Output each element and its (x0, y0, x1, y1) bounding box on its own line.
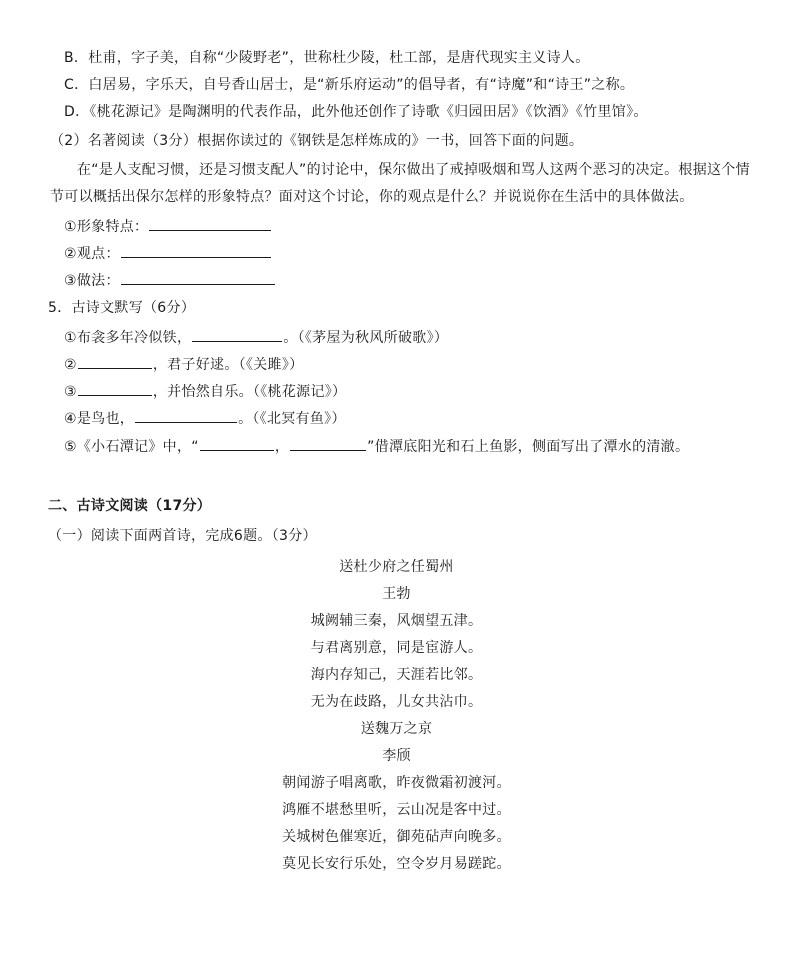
poem-1-line-3: 海内存知己，天涯若比邻。 (310, 667, 483, 683)
answer-item-traits (64, 216, 272, 237)
answer-item-practice (64, 270, 276, 291)
option-c: C．白居易，字乐天，自号香山居士，是“新乐府运动”的倡导者，有“诗魔”和“诗王”之称。 (64, 77, 635, 93)
answer-blank-traits[interactable] (149, 216, 271, 231)
part-2-heading: 二、古诗文阅读（17分） (48, 498, 212, 514)
question-2-title: （2）名著阅读（3分）根据你读过的《钢铁是怎样炼成的》一书，回答下面的问题。 (50, 133, 584, 149)
question-2-paragraph-line-2: 节可以概括出保尔怎样的形象特点？面对这个讨论，你的观点是什么？并说说你在生活中的具体做法。 (50, 189, 694, 205)
poem-2-title: 送魏万之京 (360, 721, 433, 737)
dictation-4-prefix: ④是鸟也， (64, 411, 135, 427)
dictation-3-suffix: ，并怡然自乐。（《桃花源记》） (152, 384, 347, 400)
option-d: D．《桃花源记》是陶渊明的代表作品，此外他还创作了诗歌《归园田居》《饮酒》《竹里馆》。 (64, 104, 648, 120)
dictation-4-blank[interactable] (135, 408, 237, 423)
dictation-5-blank-2[interactable] (290, 436, 366, 451)
dictation-5-blank-1[interactable] (200, 436, 274, 451)
dictation-item-5 (64, 436, 689, 457)
poem-1-line-4: 无为在歧路，儿女共沾巾。 (310, 694, 483, 710)
dictation-5-suffix: ”借潭底阳光和石上鱼影，侧面写出了潭水的清澈。 (367, 439, 690, 455)
answer-blank-viewpoint[interactable] (121, 243, 271, 258)
option-b: B．杜甫，字子美，自称“少陵野老”，世称杜少陵，杜工部，是唐代现实主义诗人。 (64, 50, 590, 66)
poem-2-line-3: 关城树色催寒近，御苑砧声向晚多。 (282, 829, 511, 845)
question-5-title: 5．古诗文默写（6分） (48, 300, 196, 316)
answer-item-viewpoint (64, 243, 272, 264)
poem-1-line-1: 城阙辅三秦，风烟望五津。 (310, 613, 483, 629)
poem-1-author: 王勃 (382, 586, 411, 602)
dictation-2-suffix: ，君子好逑。（《关雎》） (152, 357, 304, 373)
poem-2-author: 李颀 (382, 748, 411, 764)
dictation-item-3 (64, 381, 346, 402)
poem-2-line-4: 莫见长安行乐处，空令岁月易蹉跎。 (282, 856, 511, 872)
dictation-4-suffix: 。（《北冥有鱼》） (238, 411, 346, 427)
dictation-3-blank[interactable] (78, 381, 152, 396)
dictation-3-prefix: ③ (64, 384, 77, 400)
poem-2-line-2: 鸿雁不堪愁里听，云山况是客中过。 (282, 802, 511, 818)
question-2-paragraph-line-1: 在“是人支配习惯，还是习惯支配人”的讨论中，保尔做出了戒掉吸烟和骂人这两个恶习的决定。根据这个情 (77, 162, 750, 178)
answer-label-practice: ③做法： (64, 273, 120, 289)
poem-2-line-1: 朝闻游子唱离歌，昨夜微霜初渡河。 (282, 775, 511, 791)
answer-blank-practice[interactable] (121, 270, 275, 285)
dictation-1-prefix: ①布衾多年冷似铁， (64, 330, 192, 346)
poem-1-title: 送杜少府之任蜀州 (339, 559, 454, 575)
dictation-5-prefix: ⑤《小石潭记》中，“ (64, 439, 199, 455)
answer-label-traits: ①形象特点： (64, 219, 149, 235)
dictation-2-prefix: ② (64, 357, 77, 373)
dictation-item-4 (64, 408, 346, 429)
dictation-item-2 (64, 354, 303, 375)
poem-1-line-2: 与君离别意，同是宦游人。 (310, 640, 483, 656)
dictation-1-blank[interactable] (192, 327, 282, 342)
dictation-item-1 (64, 327, 448, 348)
dictation-5-separator: ， (274, 439, 290, 455)
dictation-2-blank[interactable] (78, 354, 152, 369)
part-2-subheading: （一）阅读下面两首诗，完成6题。（3分） (48, 528, 317, 544)
answer-label-viewpoint: ②观点： (64, 246, 120, 262)
dictation-1-suffix: 。（《茅屋为秋风所破歌》） (283, 330, 449, 346)
